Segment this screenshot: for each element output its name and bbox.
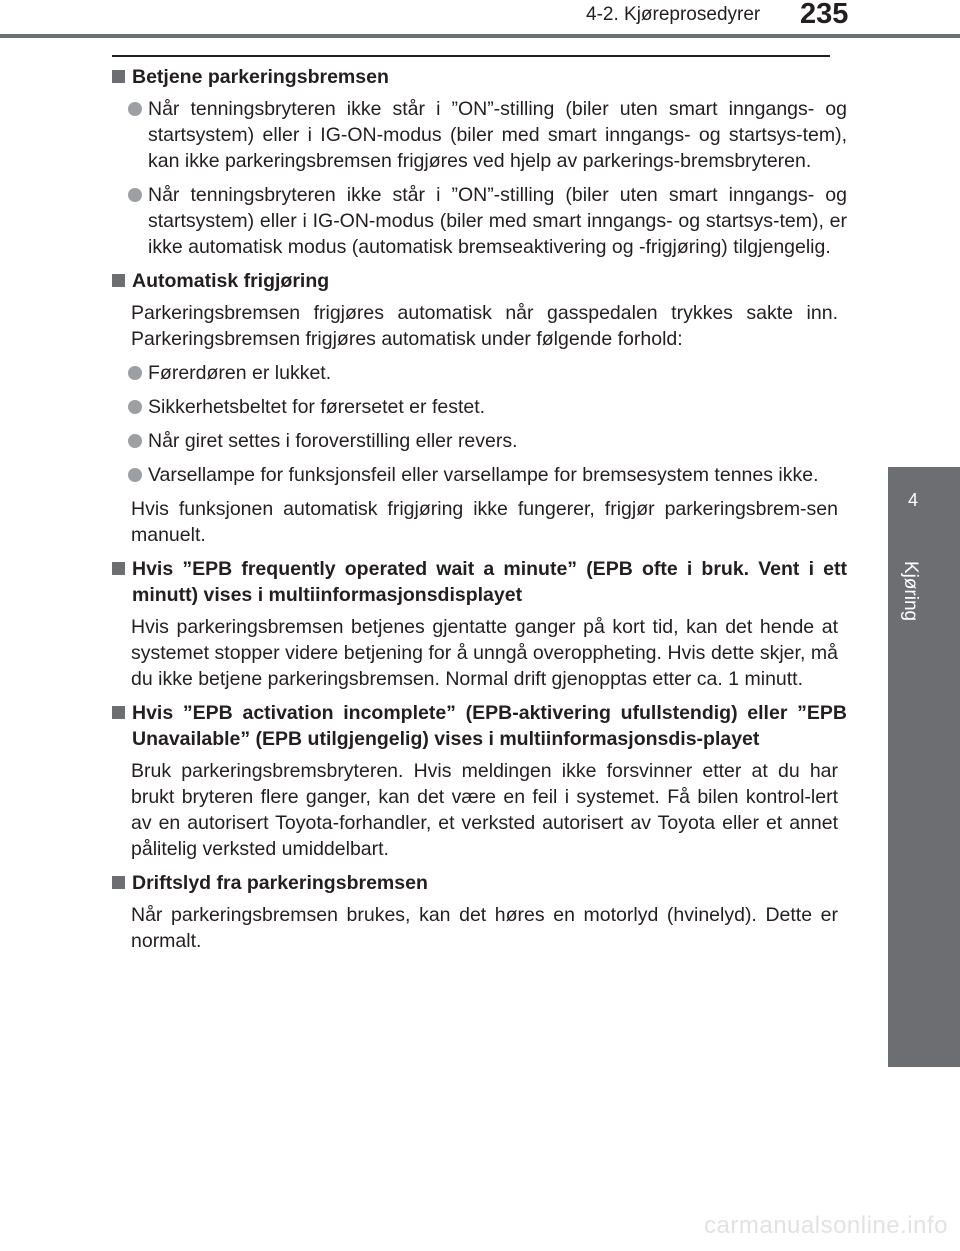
square-bullet-icon	[112, 876, 125, 889]
circle-bullet-icon	[128, 400, 142, 414]
paragraph: Når parkeringsbremsen brukes, kan det høres en motorlyd (hvinelyd). Dette er normalt.	[131, 904, 838, 952]
section-heading-text: Automatisk frigjøring	[132, 270, 330, 292]
paragraph: Parkeringsbremsen frigjøres automatisk når gasspedalen trykkes sakte inn. Parkeringsbremsen frigjøres automatisk under følgende forhold:	[131, 302, 838, 350]
section-driftslyd	[110, 870, 847, 954]
section-betjene	[110, 64, 847, 260]
section-title: 4-2. Kjøreprosedyrer	[586, 4, 761, 25]
section-heading	[110, 268, 847, 294]
page-content	[110, 64, 847, 962]
list-item-text: Varsellampe for funksjonsfeil eller varsellampe for bremsesystem tennes ikke.	[148, 464, 819, 486]
watermark: carmanualsonline.info	[704, 1212, 948, 1239]
page-header	[0, 0, 960, 34]
section-automatisk	[110, 268, 847, 548]
section-epb-frequent	[110, 556, 847, 692]
list-item-text: Når giret settes i foroverstilling eller revers.	[148, 430, 518, 452]
list-item	[110, 96, 847, 174]
circle-bullet-icon	[128, 468, 142, 482]
section-heading	[110, 700, 847, 752]
circle-bullet-icon	[128, 102, 142, 116]
list-item	[110, 394, 847, 420]
paragraph: Hvis funksjonen automatisk frigjøring ikke fungerer, frigjør parkeringsbrem-sen manuelt.	[131, 498, 838, 546]
list-item-text: Når tenningsbryteren ikke står i ”ON”-stilling (biler uten smart inngangs- og startsystem) eller i IG-ON-modus (biler med smart inngangs- og startsys-tem), kan ikke parkeringsbremsen frigjøres ved hjelp av parkerings-bremsbryteren.	[148, 98, 847, 172]
chapter-number: 4	[907, 490, 918, 510]
header-divider	[0, 34, 960, 38]
list-item	[110, 428, 847, 454]
list-item	[110, 462, 847, 488]
list-item-text: Sikkerhetsbeltet for førersetet er festet.	[148, 396, 486, 418]
list-item	[110, 182, 847, 260]
square-bullet-icon	[112, 562, 125, 575]
section-heading-text: Hvis ”EPB activation incomplete” (EPB-aktivering ufullstendig) eller ”EPB Unavailable” (EPB utilgjengelig) vises i multiinformasjonsdis-playet	[132, 702, 847, 750]
page-number: 235	[800, 0, 849, 30]
section-heading	[110, 64, 847, 90]
square-bullet-icon	[112, 274, 125, 287]
content-top-rule	[112, 55, 830, 57]
section-heading-text: Betjene parkeringsbremsen	[132, 66, 389, 88]
section-heading	[110, 556, 847, 608]
section-heading	[110, 870, 847, 896]
square-bullet-icon	[112, 706, 125, 719]
list-item	[110, 360, 847, 386]
circle-bullet-icon	[128, 188, 142, 202]
list-item-text: Når tenningsbryteren ikke står i ”ON”-stilling (biler uten smart inngangs- og startsystem) eller i IG-ON-modus (biler med smart inngangs- og startsys-tem), er ikke automatisk modus (automatisk bremseaktivering og -frigjøring) tilgjengelig.	[148, 184, 847, 258]
section-heading-text: Hvis ”EPB frequently operated wait a minute” (EPB ofte i bruk. Vent i ett minutt) vises i multiinformasjonsdisplayet	[132, 558, 847, 606]
chapter-label: Kjøring	[900, 560, 921, 622]
paragraph: Bruk parkeringsbremsbryteren. Hvis meldingen ikke forsvinner etter at du har brukt bryteren flere ganger, kan det være en feil i systemet. Få bilen kontrol-lert av en autorisert Toyota-forhandler, et verksted autorisert av Toyota eller et annet pålitelig verksted umiddelbart.	[131, 760, 838, 860]
circle-bullet-icon	[128, 434, 142, 448]
paragraph: Hvis parkeringsbremsen betjenes gjentatte ganger på kort tid, kan det hende at systemet stopper videre betjening for å unngå overoppheting. Hvis dette skjer, må du ikke betjene parkeringsbremsen. Normal drift gjenopptas etter ca. 1 minutt.	[131, 616, 838, 690]
circle-bullet-icon	[128, 366, 142, 380]
square-bullet-icon	[112, 70, 125, 83]
list-item-text: Førerdøren er lukket.	[148, 362, 332, 384]
section-epb-incomplete	[110, 700, 847, 862]
section-heading-text: Driftslyd fra parkeringsbremsen	[132, 872, 428, 894]
